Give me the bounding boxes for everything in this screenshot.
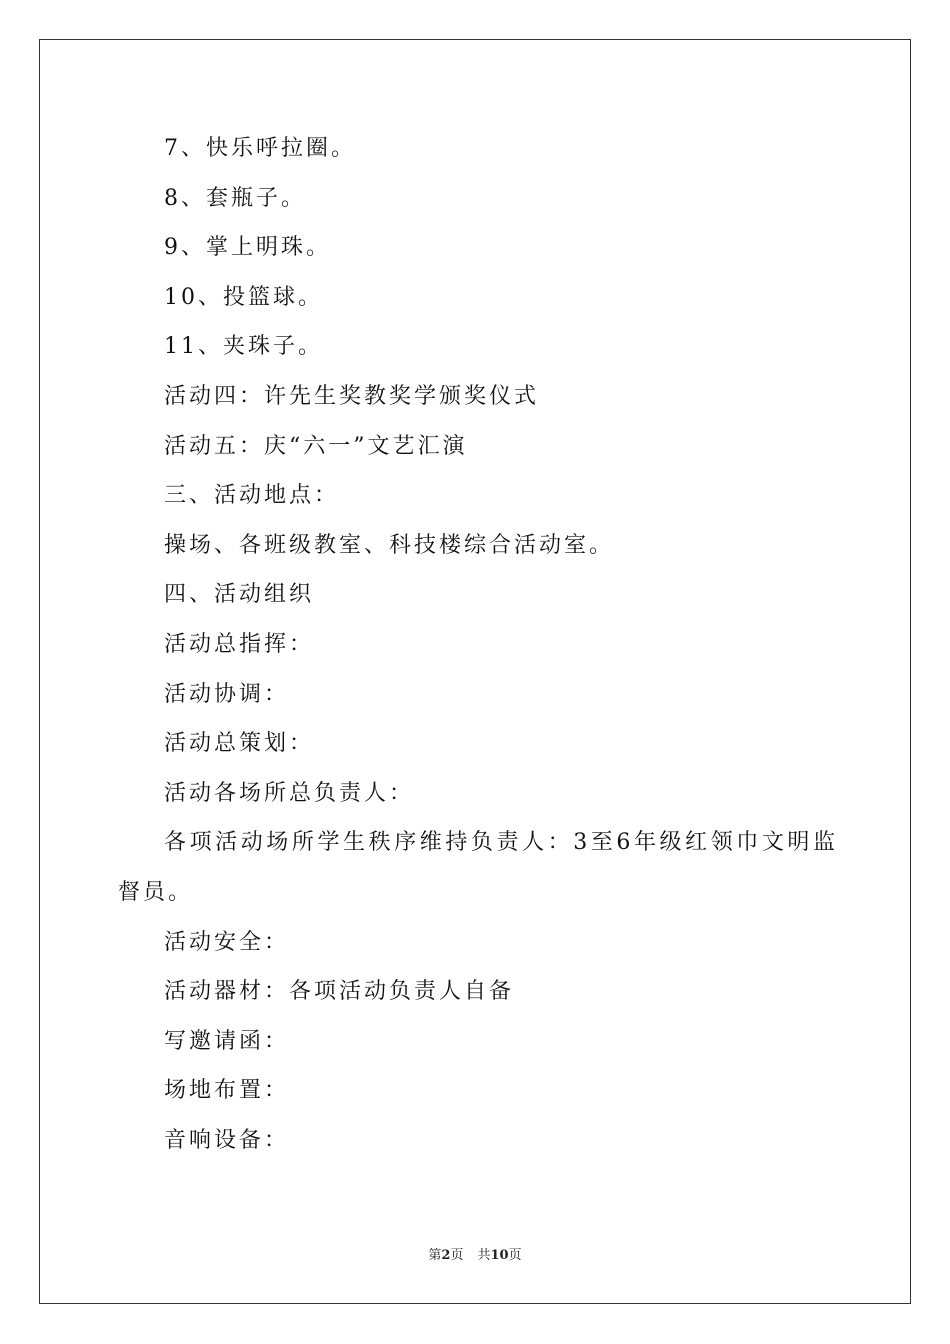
paragraph: 写邀请函： [164,1028,290,1054]
paragraph: 活动四：许先生奖教奖学颁奖仪式 [164,383,540,409]
paragraph: 活动五：庆“六一”文艺汇演 [164,433,468,459]
section-heading: 三、活动地点： [164,483,340,509]
paragraph: 操场、各班级教室、科技楼综合活动室。 [164,532,615,558]
page-suffix: 页 [450,1248,464,1263]
paragraph: 活动协调： [164,681,290,707]
paragraph: 活动器材：各项活动负责人自备 [164,979,515,1005]
paragraph: 活动安全： [164,929,290,955]
paragraph: 场地布置： [164,1078,290,1104]
total-pages: 10 [490,1248,509,1263]
page-prefix: 第 [428,1248,442,1263]
list-item: 9、掌上明珠。 [164,235,331,261]
list-item: 8、套瓶子。 [164,185,306,211]
list-item: 7、快乐呼拉圈。 [164,136,356,161]
page-number: 2 [441,1248,451,1263]
paragraph: 音响设备： [164,1127,290,1153]
total-suffix: 页 [508,1248,522,1263]
paragraph: 活动各场所总负责人： [164,780,415,806]
paragraph: 活动总策划： [164,731,315,757]
total-prefix: 共 [477,1248,491,1263]
list-item: 10、投篮球。 [164,284,323,310]
document-body [118,124,838,1165]
paragraph: 各项活动场所学生秩序维持负责人：3至6年级红领巾文明监督员。 [118,830,838,905]
paragraph: 活动总指挥： [164,631,315,657]
section-heading: 四、活动组织 [164,582,315,608]
page-footer [0,1247,950,1265]
list-item: 11、夹珠子。 [164,334,323,360]
